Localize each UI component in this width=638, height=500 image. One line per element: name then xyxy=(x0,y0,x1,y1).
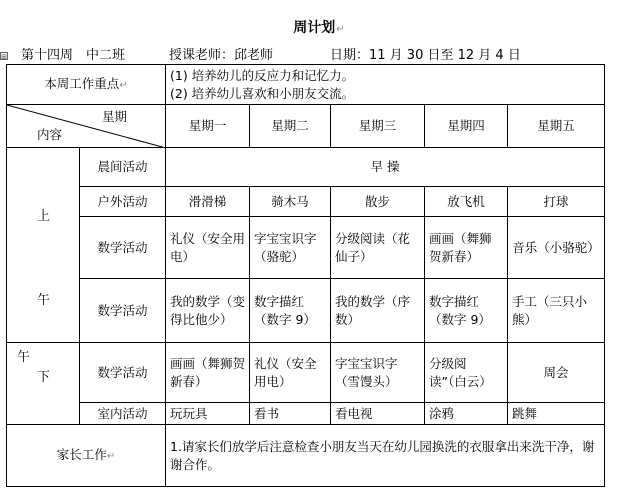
page-title: 周计划↵ xyxy=(293,20,345,36)
indoor-row xyxy=(7,403,605,425)
table-cell: 字宝宝识字（骆驼） xyxy=(250,217,331,279)
table-cell: 打球 xyxy=(508,187,605,217)
morning-row xyxy=(7,148,605,187)
row-label: 数学活动 xyxy=(80,217,166,279)
day-header: 星期三 xyxy=(331,105,425,148)
table-cell: 礼仪（安全用电） xyxy=(250,343,331,403)
row-label: 户外活动 xyxy=(80,187,166,217)
table-move-handle[interactable]: ⊞ xyxy=(1,53,7,61)
parent-text: 1.请家长们放学后注意检查小朋友当天在幼儿园换洗的衣服拿出来洗干净，谢谢合作。 xyxy=(166,425,605,487)
table-cell: 我的数学（变得比他少） xyxy=(166,279,250,343)
row-label: 数学活动 xyxy=(80,279,166,343)
table-cell: 周会 xyxy=(508,343,605,403)
table-cell: 玩玩具 xyxy=(166,403,250,425)
day-header: 星期五 xyxy=(508,105,605,148)
weekly-plan-table xyxy=(6,64,605,487)
teach-row-3 xyxy=(7,343,605,403)
am-label-2: 午 xyxy=(37,293,51,308)
day-header: 星期二 xyxy=(250,105,331,148)
table-cell: 看书 xyxy=(250,403,331,425)
row-label: 数学活动 xyxy=(80,343,166,403)
table-cell: 散步 xyxy=(331,187,425,217)
day-header: 星期一 xyxy=(166,105,250,148)
table-cell: 画画（舞狮贺新春） xyxy=(166,343,250,403)
am-cell xyxy=(7,148,80,343)
table-cell: 我的数学（序数） xyxy=(331,279,425,343)
pm-cell xyxy=(7,343,80,425)
teach-row-2 xyxy=(7,279,605,343)
table-cell: 礼仪（安全用电） xyxy=(166,217,250,279)
corner-top: 星期 xyxy=(101,109,127,124)
table-cell: 滑滑梯 xyxy=(166,187,250,217)
table-cell: 音乐（小骆驼） xyxy=(508,217,605,279)
table-cell: 字宝宝识字（雪馒头） xyxy=(331,343,425,403)
table-cell: 跳舞 xyxy=(508,403,605,425)
corner-bottom: 内容 xyxy=(37,127,63,142)
table-cell: 手工（三只小熊） xyxy=(508,279,605,343)
table-cell: 骑木马 xyxy=(250,187,331,217)
focus-label: 本周工作重点↵ xyxy=(7,65,166,105)
morning-value: 早 操 xyxy=(166,148,605,187)
pm-label-2: 下 xyxy=(37,370,51,385)
table-cell: 分级阅读”（白云） xyxy=(425,343,508,403)
table-cell: 数字描红（数字 9） xyxy=(250,279,331,343)
day-header-row xyxy=(7,105,605,148)
day-header: 星期四 xyxy=(425,105,508,148)
table-cell: 分级阅读（花仙子） xyxy=(331,217,425,279)
focus-content xyxy=(166,65,605,105)
class-label: 中二班 xyxy=(86,48,126,63)
diagonal-line xyxy=(7,105,166,148)
week-label: 第十四周 xyxy=(21,48,74,63)
outdoor-row xyxy=(7,187,605,217)
row-label: 室内活动 xyxy=(80,403,166,425)
teacher-label: 授课老师：邱老师 xyxy=(169,48,274,63)
parent-row xyxy=(7,425,605,487)
pm-label-1: 午 xyxy=(17,350,31,365)
corner-cell xyxy=(7,105,166,148)
parent-label: 家长工作↵ xyxy=(7,425,166,487)
teach-row-1 xyxy=(7,217,605,279)
focus-row xyxy=(7,65,605,105)
table-cell: 放飞机 xyxy=(425,187,508,217)
table-cell: 涂鸦 xyxy=(425,403,508,425)
focus-item: (1) 培养幼儿的反应力和记忆力。 xyxy=(170,67,355,83)
table-cell: 画画（舞狮贺新春） xyxy=(425,217,508,279)
am-label-1: 上 xyxy=(37,209,51,224)
table-cell: 数字描红（数字 9） xyxy=(425,279,508,343)
date-label: 日期：11 月 30 日至 12 月 4 日 xyxy=(330,48,521,63)
focus-item: (2) 培养幼儿喜欢和小朋友交流。 xyxy=(170,85,355,101)
table-cell: 看电视 xyxy=(331,403,425,425)
row-label: 晨间活动 xyxy=(80,148,166,187)
